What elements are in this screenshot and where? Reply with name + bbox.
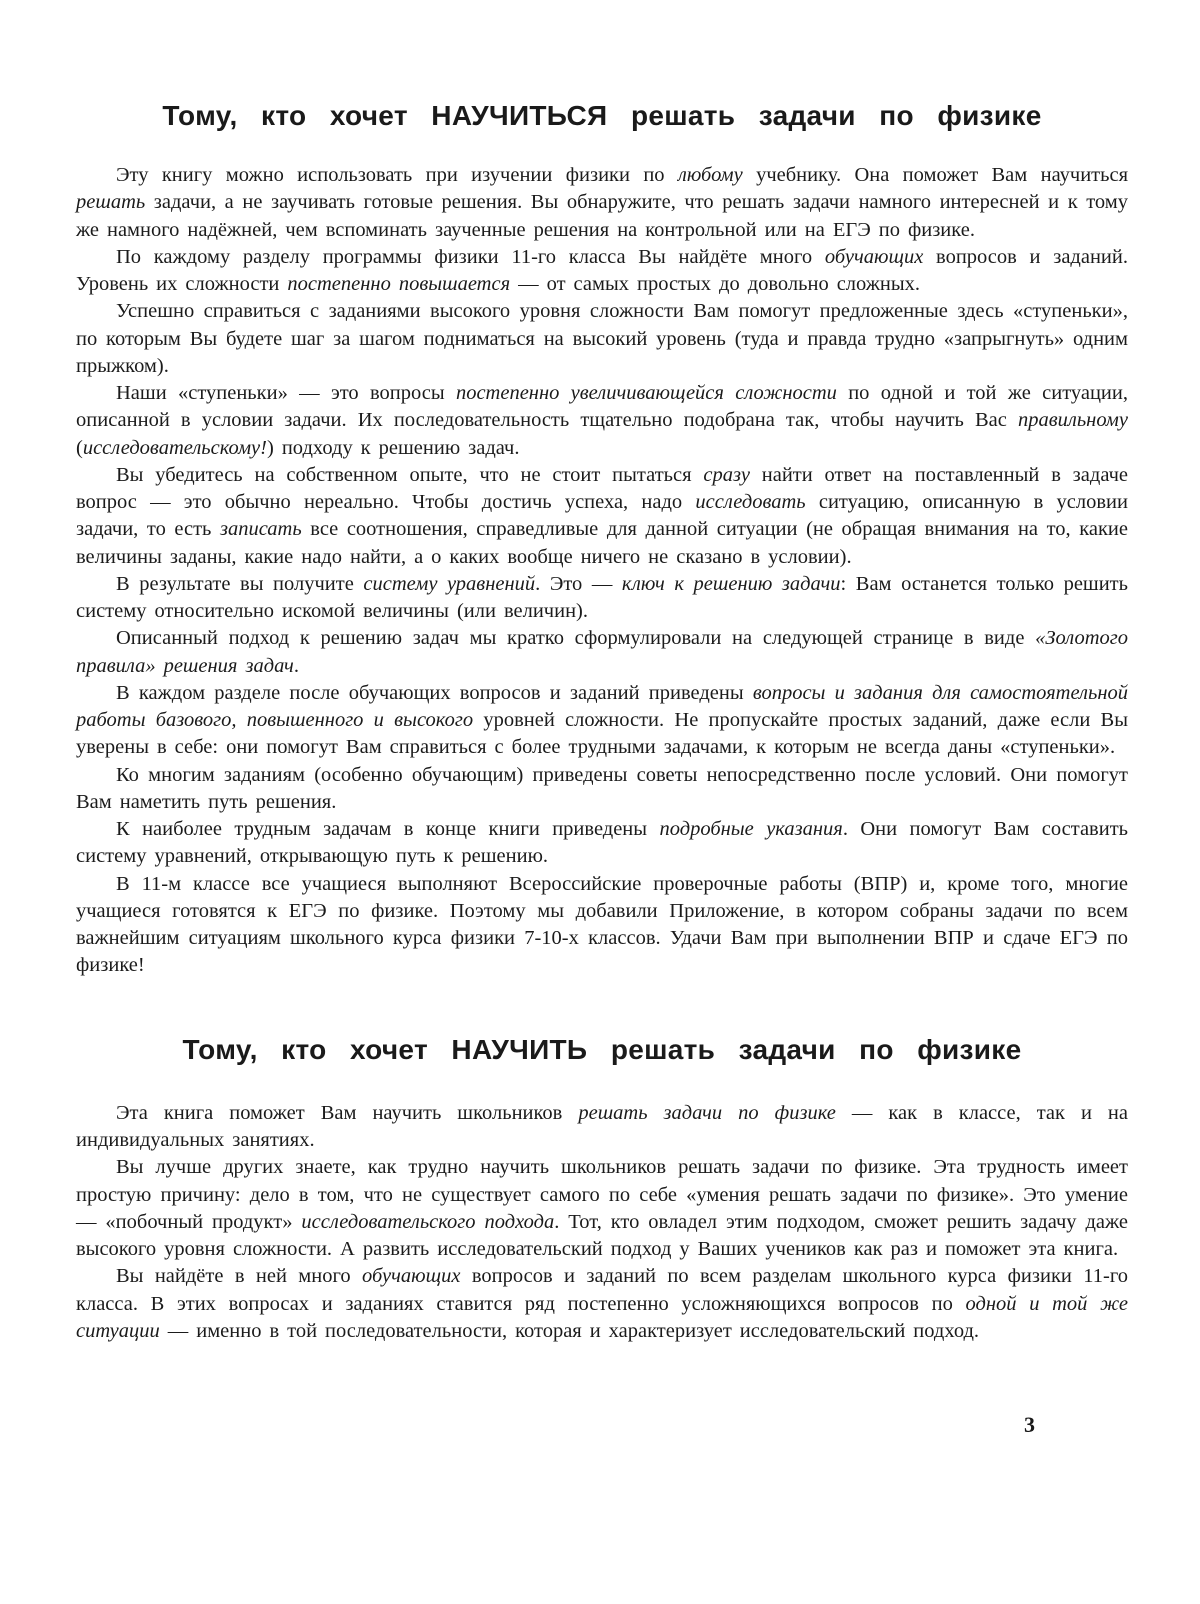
text-run: . (293, 654, 299, 677)
text-run: найти ответ на поставленный в задаче вопрос — это обычно нереально. Чтобы достичь успеха, надо (76, 463, 1129, 514)
text-run-italic: обучающих (362, 1265, 461, 1288)
text-run: ситуацию, описанную в условии задачи, то есть (76, 491, 1128, 541)
text-run-italic: подробные указания (659, 818, 843, 841)
text-run: — как в классе, так и на индивидуальных занятиях. (76, 1101, 1128, 1152)
text-run: вопросов и заданий по всем разделам школьного курса физики 11-го класса. В этих вопросах и заданиях ставится ряд постепенно усложняющихся вопросов по (76, 1265, 1128, 1315)
paragraph (76, 1100, 1128, 1155)
text-run-italic: исследовать (695, 491, 806, 514)
text-run-italic: любому (677, 164, 743, 187)
paragraph (76, 762, 1128, 817)
text-run: учебнику. Она поможет Вам научиться (742, 164, 1129, 187)
paragraph (76, 1263, 1128, 1345)
text-run: К наиболее трудным задачам в конце книги приведены (116, 818, 660, 841)
text-run-italic: исследовательского подхода (301, 1210, 555, 1233)
text-run-italic: вопросы и задания для самостоятельной работы базового, повышенного и высокого (76, 681, 1128, 732)
text-run-italic: одной и той же ситуации (76, 1292, 1128, 1342)
paragraph (76, 462, 1128, 571)
text-run: Ко многим заданиям (особенно обучающим) приведены советы непосредственно после условий. Они помогут Вам наметить путь решения. (76, 763, 1128, 813)
section-heading: Тому, кто хочет НАУЧИТЬ решать задачи по физике (182, 1033, 1022, 1065)
paragraph (76, 162, 1128, 244)
text-run: Успешно справиться с заданиями высокого уровня сложности Вам помогут предложенные здесь «ступеньки», по которым Вы будете шаг за шагом подниматься на высокий уровень (туда и правда трудно «запрыгнуть» одним прыжком). (76, 300, 1128, 377)
text-run: Описанный подход к решению задач мы кратко сформулировали на следующей странице в виде (116, 627, 1036, 650)
text-run: задачи, а не заучивать готовые решения. Вы обнаружите, что решать задачи намного интересней и к тому же намного надёжней, чем вспоминать заученные решения на контрольной или на ЕГЭ по физике. (76, 191, 1128, 241)
text-run: Вы найдёте в ней много (116, 1265, 363, 1288)
text-run: Эту книгу можно использовать при изучении физики по (116, 164, 678, 187)
text-run-italic: решать задачи по физике (578, 1101, 836, 1124)
paragraph (76, 680, 1128, 762)
text-run-italic: «Золотого правила» решения задач (76, 627, 1128, 677)
text-run: — от самых простых до довольно сложных. (510, 273, 921, 296)
text-run: Наши «ступеньки» — это вопросы (116, 382, 456, 405)
paragraph (76, 298, 1128, 380)
text-run: В 11-м классе все учащиеся выполняют Всероссийские проверочные работы (ВПР) и, кроме того, многие учащиеся готовятся к ЕГЭ по физике. Поэтому мы добавили Приложение, в котором собраны задачи по всем важнейшим ситуациям школьного курса физики 7-10-х классов. Удачи Вам при выполнении ВПР и сдаче ЕГЭ по физике! (76, 872, 1128, 977)
text-run: . Тот, кто овладел этим подходом, сможет решить задачу даже высокого уровня сложности. А развить исследовательский подход у Ваших учеников как раз и поможет эта книга. (76, 1210, 1128, 1261)
text-run-italic: обучающих (824, 245, 924, 268)
paragraph (76, 816, 1128, 871)
paragraph (76, 871, 1128, 980)
text-run: по одной и той же ситуации, описанной в условии задачи. Их последовательность тщательно подобрана так, чтобы научить Вас (76, 382, 1128, 432)
text-run: — именно в той последовательности, которая и характеризует исследовательский подход. (159, 1319, 980, 1342)
text-run: Вы убедитесь на собственном опыте, что не стоит пытаться (116, 463, 704, 486)
text-run: В каждом разделе после обучающих вопросов и заданий приведены (116, 681, 753, 704)
text-run: все соотношения, справедливые для данной ситуации (не обращая внимания на то, какие величины заданы, какие надо найти, а о каких вообще ничего не сказано в условии). (76, 518, 1128, 568)
text-run-italic: систему уравнений (363, 572, 536, 595)
text-run: : Вам останется только решить систему относительно искомой величины (или величин). (76, 572, 1128, 623)
text-run: уровней сложности. Не пропускайте простых заданий, даже если Вы уверены в себе: они помогут Вам справиться с более трудными задачами, к которым не всегда даны «ступеньки». (76, 709, 1128, 759)
text-run: Вы лучше других знаете, как трудно научить школьников решать задачи по физике. Эта трудность имеет простую причину: дело в том, что не существует самого по себе «умения решать задачи по физике». Это умение — «побочный продукт» (76, 1156, 1128, 1233)
paragraph (76, 244, 1128, 299)
text-run-italic: исследовательскому! (82, 436, 267, 459)
section-heading: Тому, кто хочет НАУЧИТЬСЯ решать задачи по физике (162, 100, 1042, 131)
text-run-italic: сразу (703, 463, 750, 486)
text-run: ) подходу к решению задач. (267, 436, 520, 459)
text-run: В результате вы получите (116, 572, 364, 595)
text-run-italic: решать (76, 191, 146, 214)
text-run: . Они помогут Вам составить систему уравнений, открывающую путь к решению. (76, 818, 1128, 868)
text-run-italic: постепенно увеличивающейся сложности (455, 382, 837, 405)
paragraph (76, 1154, 1128, 1263)
text-run: вопросов и заданий. Уровень их сложности (76, 245, 1128, 296)
text-run: . Это — (535, 572, 622, 595)
section (76, 100, 1128, 980)
paragraph (76, 380, 1128, 462)
text-run-italic: постепенно повышается (287, 273, 511, 296)
text-run: ( (76, 436, 83, 459)
paragraph (76, 625, 1128, 680)
text-run-italic: правильному (1018, 409, 1128, 432)
section (76, 1034, 1128, 1345)
page-content (76, 100, 1128, 1345)
text-run: По каждому разделу программы физики 11-го класса Вы найдёте много (116, 245, 825, 268)
page-number: 3 (1024, 1412, 1035, 1437)
paragraph (76, 571, 1128, 626)
text-run: Эта книга поможет Вам научить школьников (116, 1101, 579, 1124)
text-run-italic: записать (219, 518, 302, 541)
text-run-italic: ключ к решению задачи (621, 572, 841, 595)
